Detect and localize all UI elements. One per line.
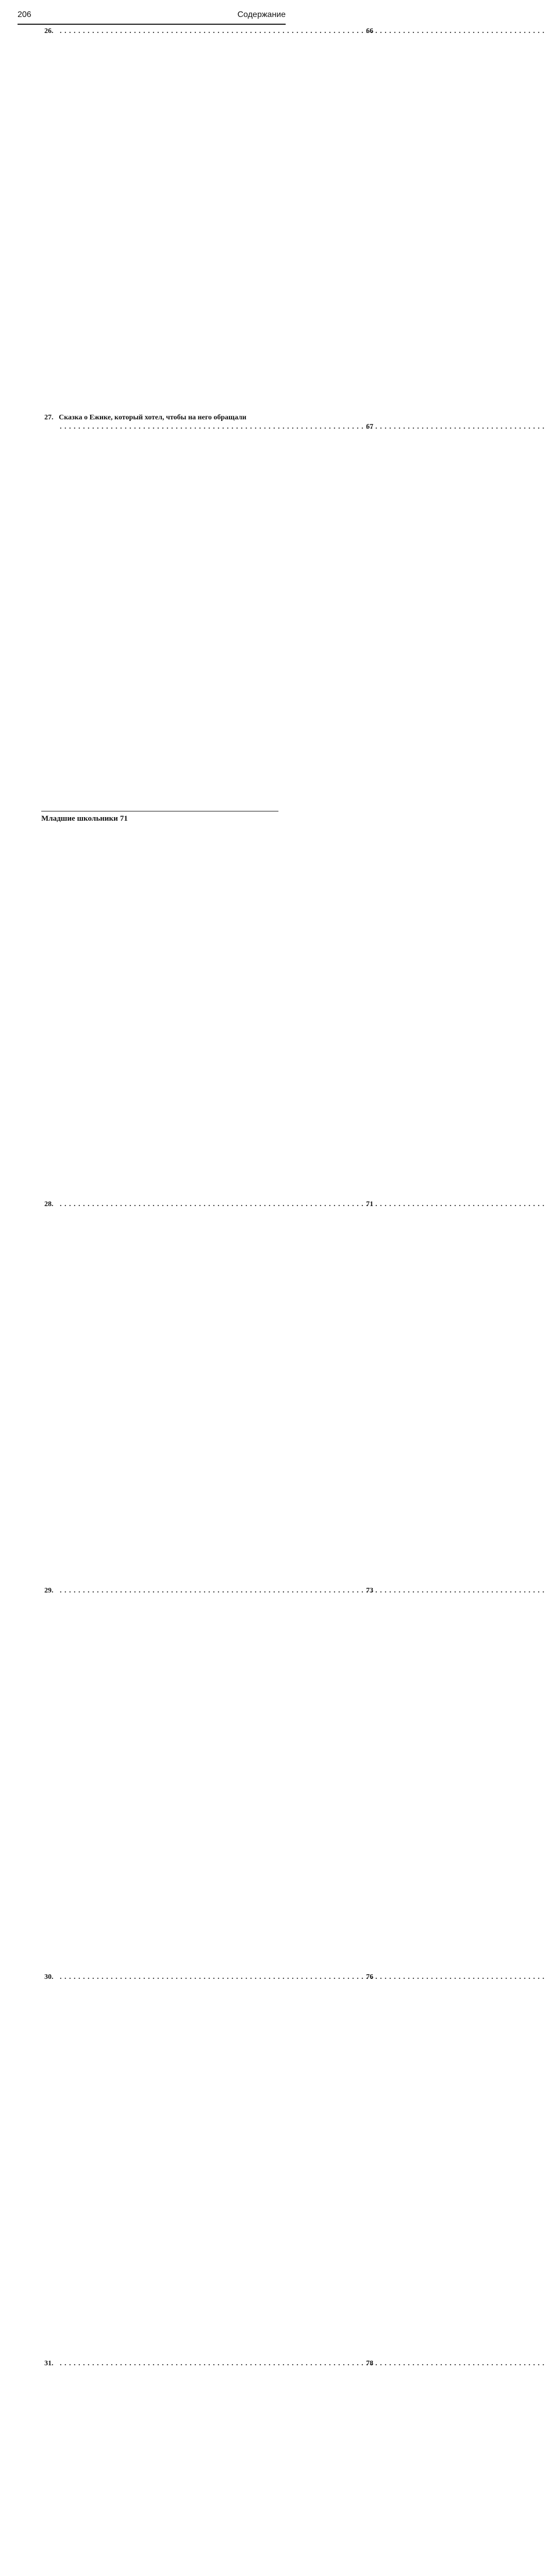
leader-dots [60,1200,63,1209]
running-title: Содержание [237,10,286,19]
entry-number: 29. [44,1587,54,1595]
page-number: 206 [18,10,31,19]
toc-entry [44,1586,373,1973]
toc-block-2 [44,1200,373,2576]
header-rule [18,24,286,25]
toc-block-1 [44,27,373,809]
toc-entry [44,1973,373,2359]
leader-dots [60,27,63,36]
entry-number: 31. [44,2360,54,2368]
leader-dots [60,1586,63,1596]
leader-dots [60,422,63,432]
toc-entry [44,413,278,422]
entry-title: Сказка о Ежике, который хотел, чтобы на него обращали [59,414,246,421]
entry-page: 66 [366,27,373,35]
entry-page: 78 [366,2360,373,2368]
entry-page: 67 [366,423,373,431]
toc-entry [44,422,373,809]
page-header [18,8,286,22]
leader-dots [60,2359,63,2368]
entry-number: 26. [44,27,54,35]
entry-page: 73 [366,1587,373,1595]
toc-entry [44,27,373,413]
section-heading-junior [41,814,278,1200]
section-title: Младшие школьники [41,815,118,823]
toc-entry [44,2359,373,2576]
entry-number: 27. [44,414,54,421]
table-of-contents [41,27,373,2576]
toc-entry [44,1200,373,1586]
section-page: 71 [120,815,128,823]
leader-dots [60,1973,63,1982]
entry-page: 71 [366,1200,373,1209]
entry-page: 76 [366,1973,373,1981]
entry-number: 30. [44,1973,54,1981]
entry-number: 28. [44,1200,54,1209]
